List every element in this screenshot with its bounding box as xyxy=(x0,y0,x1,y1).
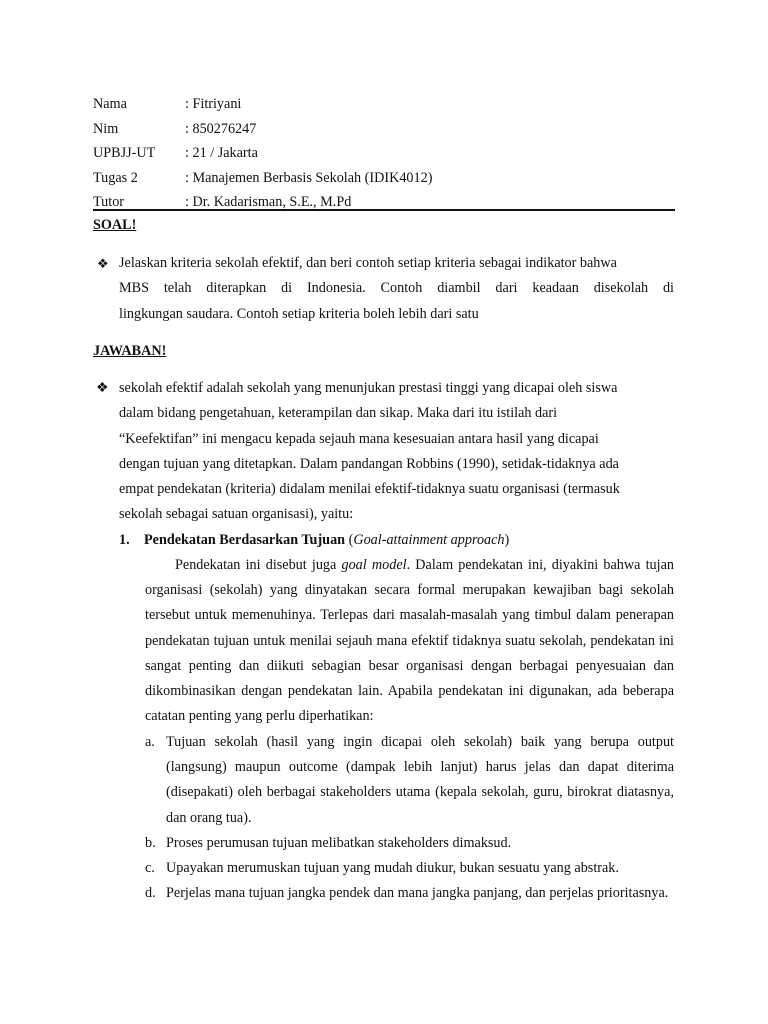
question-line: Jelaskan kriteria sekolah efektif, dan beri contoh setiap kriteria sebagai indikator bahwa xyxy=(119,255,617,271)
info-row-tugas xyxy=(93,166,675,191)
section-title-paren: ) xyxy=(504,532,510,548)
jawaban-heading: JAWABAN! xyxy=(93,343,167,359)
diamond-bullet-icon: ❖ xyxy=(96,381,109,396)
text-run-italic: goal model xyxy=(341,557,407,573)
list-text: Proses perumusan tujuan melibatkan stakeholders dimaksud. xyxy=(166,835,512,851)
diamond-bullet-icon: ❖ xyxy=(97,256,109,271)
list-item xyxy=(145,856,674,881)
section-title-text: Pendekatan Berdasarkan Tujuan xyxy=(144,532,346,548)
student-info-table xyxy=(93,92,675,215)
header-divider xyxy=(93,209,675,211)
info-label: Nim xyxy=(93,120,119,137)
info-value: : 21 / Jakarta xyxy=(185,145,258,161)
list-marker: b. xyxy=(145,835,156,851)
info-label: Tugas 2 xyxy=(93,169,138,186)
section-title-paren: ( xyxy=(345,532,354,548)
answer-line: dalam bidang pengetahuan, keterampilan dan sikap. Maka dari itu istilah dari xyxy=(119,405,558,422)
list-text: Upayakan merumuskan tujuan yang mudah diukur, bukan sesuatu yang abstrak. xyxy=(166,860,619,876)
section-number: 1. xyxy=(119,532,130,548)
section-title-italic: Goal-attainment approach xyxy=(353,532,505,548)
info-value: : Fitriyani xyxy=(185,96,242,112)
question-text xyxy=(119,251,674,327)
soal-heading: SOAL! xyxy=(93,217,137,233)
text-run: Pendekatan ini disebut juga xyxy=(175,557,342,573)
answer-line: empat pendekatan (kriteria) didalam menilai efektif-tidaknya suatu organisasi (termasuk xyxy=(119,481,620,498)
list-marker: c. xyxy=(145,860,155,876)
info-row-nama xyxy=(93,92,675,117)
section-1-paragraph xyxy=(145,553,674,729)
info-row-upbjj xyxy=(93,141,675,166)
answer-line: dengan tujuan yang ditetapkan. Dalam pandangan Robbins (1990), setidak-tidaknya ada xyxy=(119,455,619,472)
info-label: Nama xyxy=(93,96,127,112)
text-run: . Dalam pendekatan ini, diyakini bahwa tujan organisasi (sekolah) yang dinyatakan secara formal merupakan kewajiban bagi sekolah tersebut untuk memenuhinya. Terlepas dari masalah-masalah yang timbul dalam penerapan pendekatan tujuan untuk menilai sejauh mana efektif tidaknya suatu sekolah, pendekatan ini sangat penting dan diikuti sebagian besar organisasi dengan berbagai penyesuaian dan dikombinasikan dengan pendekatan lain. Apabila pendekatan ini digunakan, ada beberapa catatan penting yang perlu diperhatikan: xyxy=(145,557,674,725)
info-row-nim xyxy=(93,117,675,142)
list-item xyxy=(145,831,674,856)
info-value: : Manajemen Berbasis Sekolah (IDIK4012) xyxy=(185,169,433,186)
list-text: Tujuan sekolah (hasil yang ingin dicapai oleh sekolah) baik yang berupa output (langsung) maupun outcome (dampak lebih lanjut) harus jelas dan dapat diterima (disepakati) oleh berbagai stakeholders utama (kepala sekolah, guru, birokrat diatasnya, dan orang tua). xyxy=(166,734,674,826)
info-label: Tutor xyxy=(93,194,125,210)
list-marker: a. xyxy=(145,734,155,750)
list-marker: d. xyxy=(145,885,156,901)
list-text: Perjelas mana tujuan jangka pendek dan mana jangka panjang, dan perjelas prioritasnya. xyxy=(166,885,669,901)
info-value: : 850276247 xyxy=(185,120,257,137)
info-value: : Dr. Kadarisman, S.E., M.Pd xyxy=(185,194,352,210)
list-item xyxy=(145,730,674,831)
list-item xyxy=(145,881,674,906)
answer-intro xyxy=(119,376,674,528)
answer-line: sekolah efektif adalah sekolah yang menunjukan prestasi tinggi yang dicapai oleh siswa xyxy=(119,380,618,396)
answer-line: sekolah sebagai satuan organisasi), yaitu: xyxy=(119,506,354,523)
question-line: MBS telah diterapkan di Indonesia. Contoh diambil dari keadaan disekolah di xyxy=(119,280,674,297)
answer-line: “Keefektifan” ini mengacu kepada sejauh mana kesesuaian antara hasil yang dicapai xyxy=(119,430,599,447)
section-1-title xyxy=(119,528,509,553)
info-label: UPBJJ-UT xyxy=(93,145,156,161)
question-line: lingkungan saudara. Contoh setiap kriteria boleh lebih dari satu xyxy=(119,305,479,322)
section-1-body xyxy=(145,553,674,729)
